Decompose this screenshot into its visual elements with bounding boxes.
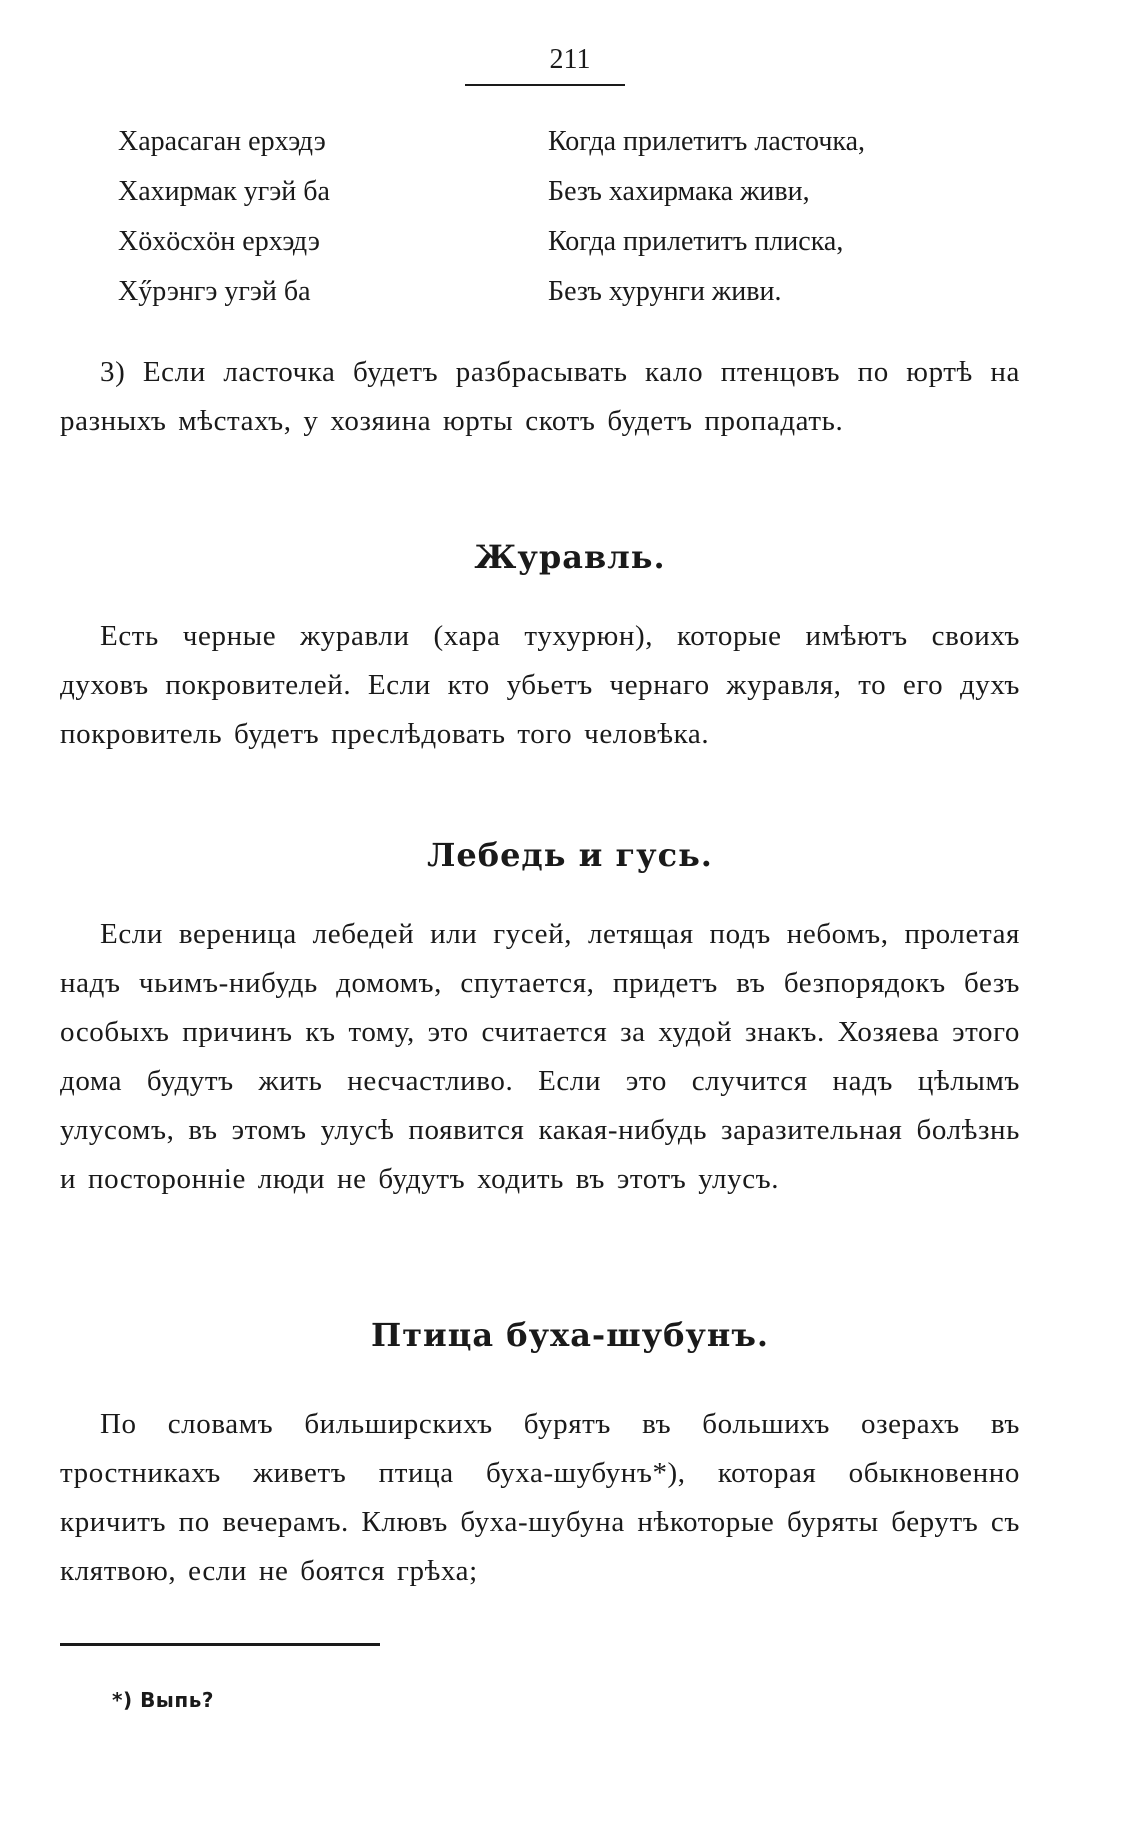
swallow-paragraph-text: 3) Если ласточка будетъ разбрасывать кало птенцовъ по юртѣ на разныхъ мѣстахъ, у хозяина юрты скотъ будетъ пропадать. xyxy=(60,356,1020,437)
verse-buryat-line: Хахирмак угэй ба xyxy=(118,176,330,207)
crane-heading: Журавль. xyxy=(474,538,666,576)
verse-line xyxy=(118,226,1018,276)
verse-russian-line: Когда прилетитъ плиска, xyxy=(548,226,844,257)
verse-buryat-line: Хӳрэнгэ угэй ба xyxy=(118,276,311,307)
verse-line xyxy=(118,126,1018,176)
footnote-rule xyxy=(60,1643,380,1646)
verse-block xyxy=(118,126,1018,326)
verse-russian-line: Безъ хахирмака живи, xyxy=(548,176,810,207)
verse-russian-line: Безъ хурунги живи. xyxy=(548,276,782,307)
swan-heading: Лебедь и гусь. xyxy=(427,836,713,874)
swan-paragraph xyxy=(60,910,1020,1204)
page-number-rule xyxy=(465,84,625,86)
verse-buryat-line: Хӧхӧсхӧн ерхэдэ xyxy=(118,226,320,257)
crane-paragraph xyxy=(60,612,1020,759)
page-number: 211 xyxy=(549,44,591,75)
bird-paragraph-text: По словамъ бильширскихъ бурятъ въ большихъ озерахъ въ тростникахъ живетъ птица буха-шубунъ*), которая обыкновенно кричитъ по вечерамъ. Клювъ буха-шубуна нѣкоторые буряты берутъ съ клятвою, если не боятся грѣха; xyxy=(60,1408,1020,1587)
footnote: *) Выпь? xyxy=(112,1688,214,1712)
swallow-paragraph xyxy=(60,348,1020,446)
verse-russian-line: Когда прилетитъ ласточка, xyxy=(548,126,866,157)
bird-paragraph xyxy=(60,1400,1020,1596)
swan-paragraph-text: Если вереница лебедей или гусей, летящая подъ небомъ, пролетая надъ чьимъ-нибудь домомъ, спутается, придетъ въ безпорядокъ безъ особыхъ причинъ къ тому, это считается за худой знакъ. Хозяева этого дома будутъ жить несчастливо. Если это случится надъ цѣлымъ улусомъ, въ этомъ улусѣ появится какая-нибудь заразительная болѣзнь и посторонніе люди не будутъ ходить въ этотъ улусъ. xyxy=(60,918,1020,1195)
bird-heading: Птица буха-шубунъ. xyxy=(370,1316,770,1354)
crane-paragraph-text: Есть черные журавли (хара тухурюн), которые имѣютъ своихъ духовъ покровителей. Если кто убьетъ чернаго журавля, то его духъ покровитель будетъ преслѣдовать того человѣка. xyxy=(60,620,1020,750)
verse-buryat-line: Харасаган ерхэдэ xyxy=(118,126,326,157)
verse-line xyxy=(118,176,1018,226)
verse-line xyxy=(118,276,1018,326)
